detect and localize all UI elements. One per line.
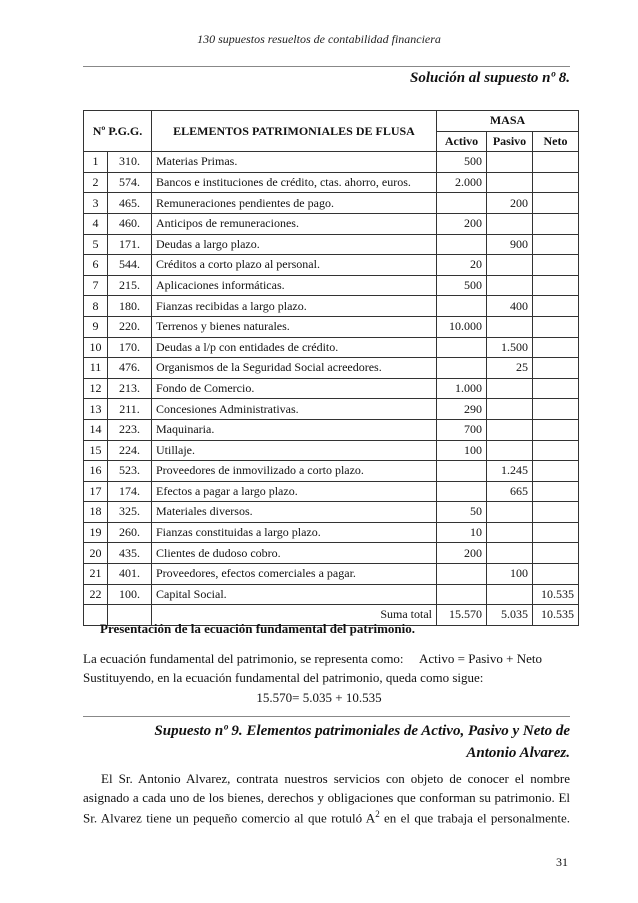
row-number: 8 xyxy=(84,296,108,317)
row-activo: 200 xyxy=(437,543,487,564)
patrimonial-elements-table xyxy=(83,110,579,626)
table-row xyxy=(84,481,579,502)
row-activo: 20 xyxy=(437,255,487,276)
row-description: Proveedores de inmovilizado a corto plazo. xyxy=(152,461,437,482)
row-pasivo xyxy=(487,584,533,605)
row-pasivo xyxy=(487,378,533,399)
row-activo xyxy=(437,358,487,379)
row-activo: 2.000 xyxy=(437,172,487,193)
section-title xyxy=(83,721,570,765)
row-account-code: 213. xyxy=(108,378,152,399)
row-description: Créditos a corto plazo al personal. xyxy=(152,255,437,276)
row-description: Utillaje. xyxy=(152,440,437,461)
row-pasivo: 665 xyxy=(487,481,533,502)
row-description: Bancos e instituciones de crédito, ctas. ahorro, euros. xyxy=(152,172,437,193)
row-number: 1 xyxy=(84,152,108,173)
page-number: 31 xyxy=(556,855,568,869)
header-elements: ELEMENTOS PATRIMONIALES DE FLUSA xyxy=(152,111,437,152)
paragraph-line1: El Sr. Antonio Alvarez, contrata nuestros servicios con objeto de conocer el nombre xyxy=(101,771,570,786)
row-number: 19 xyxy=(84,522,108,543)
equation-substitution: Sustituyendo, en la ecuación fundamental del patrimonio, queda como sigue: xyxy=(83,670,484,685)
row-neto xyxy=(533,296,579,317)
row-account-code: 215. xyxy=(108,275,152,296)
row-description: Deudas a largo plazo. xyxy=(152,234,437,255)
row-pasivo xyxy=(487,255,533,276)
solution-title: Solución al supuesto nº 8. xyxy=(410,70,570,86)
total-neto: 10.535 xyxy=(533,605,579,626)
row-number: 6 xyxy=(84,255,108,276)
row-activo: 50 xyxy=(437,502,487,523)
row-number: 9 xyxy=(84,316,108,337)
row-number: 12 xyxy=(84,378,108,399)
row-pasivo: 1.500 xyxy=(487,337,533,358)
row-description: Materiales diversos. xyxy=(152,502,437,523)
row-number: 16 xyxy=(84,461,108,482)
table-row xyxy=(84,378,579,399)
row-account-code: 325. xyxy=(108,502,152,523)
row-neto xyxy=(533,522,579,543)
table-row xyxy=(84,193,579,214)
row-account-code: 523. xyxy=(108,461,152,482)
row-number: 20 xyxy=(84,543,108,564)
table-row xyxy=(84,316,579,337)
row-account-code: 465. xyxy=(108,193,152,214)
row-account-code: 100. xyxy=(108,584,152,605)
row-activo: 200 xyxy=(437,213,487,234)
row-pasivo: 25 xyxy=(487,358,533,379)
equation-result: 15.570= 5.035 + 10.535 xyxy=(256,690,382,705)
row-neto xyxy=(533,337,579,358)
row-account-code: 310. xyxy=(108,152,152,173)
row-description: Concesiones Administrativas. xyxy=(152,399,437,420)
row-neto xyxy=(533,193,579,214)
row-activo xyxy=(437,461,487,482)
total-label: Suma total xyxy=(152,605,437,626)
row-account-code: 211. xyxy=(108,399,152,420)
table-row xyxy=(84,234,579,255)
row-account-code: 574. xyxy=(108,172,152,193)
row-activo xyxy=(437,337,487,358)
row-pasivo xyxy=(487,172,533,193)
row-number: 18 xyxy=(84,502,108,523)
row-pasivo xyxy=(487,419,533,440)
row-neto xyxy=(533,564,579,585)
row-pasivo xyxy=(487,152,533,173)
row-activo xyxy=(437,584,487,605)
row-number: 4 xyxy=(84,213,108,234)
row-description: Efectos a pagar a largo plazo. xyxy=(152,481,437,502)
row-neto xyxy=(533,316,579,337)
row-account-code: 435. xyxy=(108,543,152,564)
row-activo: 500 xyxy=(437,152,487,173)
table-header-row xyxy=(84,111,579,132)
row-number: 22 xyxy=(84,584,108,605)
header-activo: Activo xyxy=(437,131,487,152)
row-pasivo xyxy=(487,543,533,564)
row-neto xyxy=(533,234,579,255)
row-pasivo xyxy=(487,522,533,543)
header-pasivo: Pasivo xyxy=(487,131,533,152)
row-pasivo xyxy=(487,502,533,523)
header-rule xyxy=(83,66,570,67)
row-account-code: 460. xyxy=(108,213,152,234)
row-pasivo: 1.245 xyxy=(487,461,533,482)
row-description: Fianzas constituidas a largo plazo. xyxy=(152,522,437,543)
header-masa: MASA xyxy=(437,111,579,132)
row-neto xyxy=(533,543,579,564)
row-description: Materias Primas. xyxy=(152,152,437,173)
table-row xyxy=(84,337,579,358)
row-neto xyxy=(533,213,579,234)
paragraph-line3: Sr. Alvarez tiene un pequeño comercio al que rotuló $A^2$ en el que trabaja el personalmente. xyxy=(83,809,570,826)
table-row xyxy=(84,358,579,379)
row-neto xyxy=(533,172,579,193)
row-number: 17 xyxy=(84,481,108,502)
row-number: 15 xyxy=(84,440,108,461)
row-description: Maquinaria. xyxy=(152,419,437,440)
row-account-code: 220. xyxy=(108,316,152,337)
row-pasivo: 400 xyxy=(487,296,533,317)
row-description: Remuneraciones pendientes de pago. xyxy=(152,193,437,214)
row-pasivo: 100 xyxy=(487,564,533,585)
row-neto xyxy=(533,152,579,173)
table-row xyxy=(84,461,579,482)
row-activo: 290 xyxy=(437,399,487,420)
row-activo xyxy=(437,234,487,255)
row-pasivo xyxy=(487,399,533,420)
row-activo: 700 xyxy=(437,419,487,440)
row-description: Anticipos de remuneraciones. xyxy=(152,213,437,234)
row-account-code: 544. xyxy=(108,255,152,276)
row-neto xyxy=(533,440,579,461)
table-row xyxy=(84,440,579,461)
header-pgg: Nº P.G.G. xyxy=(84,111,152,152)
row-neto xyxy=(533,419,579,440)
row-pasivo xyxy=(487,440,533,461)
row-account-code: 170. xyxy=(108,337,152,358)
row-description: Terrenos y bienes naturales. xyxy=(152,316,437,337)
row-number: 2 xyxy=(84,172,108,193)
row-neto xyxy=(533,378,579,399)
running-head: 130 supuestos resueltos de contabilidad financiera xyxy=(197,32,441,46)
row-activo xyxy=(437,296,487,317)
table-row xyxy=(84,152,579,173)
row-activo xyxy=(437,481,487,502)
section-title-line1: Supuesto nº 9. Elementos patrimoniales de Activo, Pasivo y Neto de xyxy=(154,723,570,739)
row-account-code: 171. xyxy=(108,234,152,255)
total-pasivo: 5.035 xyxy=(487,605,533,626)
table-row xyxy=(84,213,579,234)
row-description: Clientes de dudoso cobro. xyxy=(152,543,437,564)
row-pasivo xyxy=(487,213,533,234)
row-number: 7 xyxy=(84,275,108,296)
table-row xyxy=(84,275,579,296)
equation-formula: Activo = Pasivo + Neto xyxy=(419,651,542,666)
table-body xyxy=(84,152,579,605)
row-description: Deudas a l/p con entidades de crédito. xyxy=(152,337,437,358)
row-number: 5 xyxy=(84,234,108,255)
header-neto: Neto xyxy=(533,131,579,152)
row-number: 13 xyxy=(84,399,108,420)
row-account-code: 223. xyxy=(108,419,152,440)
row-neto: 10.535 xyxy=(533,584,579,605)
row-account-code: 401. xyxy=(108,564,152,585)
row-activo: 500 xyxy=(437,275,487,296)
table-row xyxy=(84,296,579,317)
row-pasivo: 900 xyxy=(487,234,533,255)
row-number: 14 xyxy=(84,419,108,440)
table-row xyxy=(84,564,579,585)
table-row xyxy=(84,419,579,440)
row-account-code: 260. xyxy=(108,522,152,543)
row-account-code: 174. xyxy=(108,481,152,502)
row-description: Fianzas recibidas a largo plazo. xyxy=(152,296,437,317)
row-neto xyxy=(533,399,579,420)
row-number: 10 xyxy=(84,337,108,358)
equation-intro: La ecuación fundamental del patrimonio, se representa como: xyxy=(83,651,404,666)
row-neto xyxy=(533,275,579,296)
row-number: 21 xyxy=(84,564,108,585)
table-row xyxy=(84,522,579,543)
total-activo: 15.570 xyxy=(437,605,487,626)
table-row xyxy=(84,399,579,420)
row-activo xyxy=(437,193,487,214)
paragraph-line2: asignado a cada uno de los bienes, derechos y obligaciones que conforman su patrimonio. El xyxy=(83,790,570,805)
row-description: Aplicaciones informáticas. xyxy=(152,275,437,296)
section-rule xyxy=(83,716,570,717)
table-row xyxy=(84,502,579,523)
row-activo: 10.000 xyxy=(437,316,487,337)
row-description: Proveedores, efectos comerciales a pagar. xyxy=(152,564,437,585)
row-description: Fondo de Comercio. xyxy=(152,378,437,399)
table-row xyxy=(84,172,579,193)
row-account-code: 224. xyxy=(108,440,152,461)
row-pasivo: 200 xyxy=(487,193,533,214)
row-account-code: 180. xyxy=(108,296,152,317)
section-title-line2: Antonio Alvarez. xyxy=(466,744,570,761)
row-activo: 1.000 xyxy=(437,378,487,399)
row-pasivo xyxy=(487,275,533,296)
table-row xyxy=(84,255,579,276)
equation-heading: Presentación de la ecuación fundamental del patrimonio. xyxy=(100,621,416,636)
row-pasivo xyxy=(487,316,533,337)
row-neto xyxy=(533,461,579,482)
row-account-code: 476. xyxy=(108,358,152,379)
row-neto xyxy=(533,502,579,523)
row-activo xyxy=(437,564,487,585)
row-activo: 100 xyxy=(437,440,487,461)
row-neto xyxy=(533,255,579,276)
table-row xyxy=(84,584,579,605)
row-neto xyxy=(533,358,579,379)
row-description: Capital Social. xyxy=(152,584,437,605)
row-number: 3 xyxy=(84,193,108,214)
row-number: 11 xyxy=(84,358,108,379)
row-description: Organismos de la Seguridad Social acreedores. xyxy=(152,358,437,379)
table-row xyxy=(84,543,579,564)
row-neto xyxy=(533,481,579,502)
row-activo: 10 xyxy=(437,522,487,543)
